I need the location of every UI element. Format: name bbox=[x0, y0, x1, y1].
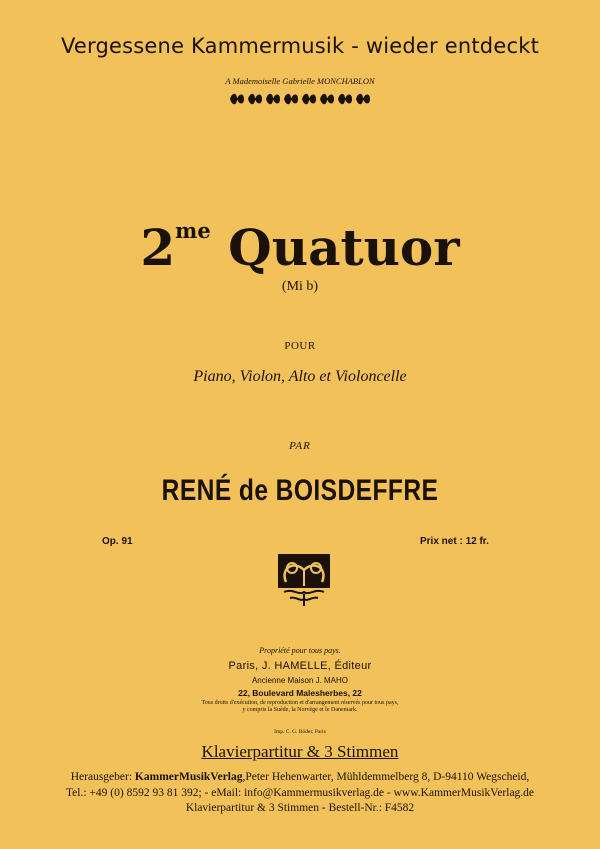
footer-line-1: Herausgeber: KammerMusikVerlag,Peter Hehenwarter, Mühldemmelberg 8, D-94110 Wegscheid, bbox=[70, 771, 530, 783]
publisher-line: Paris, J. HAMELLE, Éditeur bbox=[228, 660, 372, 672]
par-label: PAR bbox=[289, 440, 311, 452]
series-title: Vergessene Kammermusik - wieder entdeckt bbox=[60, 34, 540, 58]
publisher-address: 22, Boulevard Malesherbes, 22 bbox=[238, 688, 362, 698]
title-superscript: me bbox=[175, 218, 211, 243]
fleuron-icon bbox=[230, 94, 244, 105]
footer-line-2: Tel.: +49 (0) 8592 93 81 392; - eMail: info@Kammermusikverlag.de - www.KammerMusikVerlag.de bbox=[65, 786, 535, 799]
publisher-name: KammerMusikVerlag bbox=[134, 771, 243, 783]
pour-label: POUR bbox=[284, 340, 316, 352]
publisher-ornament-icon bbox=[272, 552, 336, 608]
title-word: Quatuor bbox=[228, 218, 460, 277]
rights-notice: Tous droits d'exécution, de reproduction et d'arrangement réservés pour tous pays, y compris la Suède, la Norvège et le Danemark. bbox=[201, 700, 399, 713]
price: Prix net : 12 fr. bbox=[420, 536, 489, 547]
footer-info bbox=[0, 770, 600, 817]
title-number: 2 bbox=[140, 218, 176, 277]
fleuron-ornament-row bbox=[228, 90, 378, 108]
instrumentation: Piano, Violon, Alto et Violoncelle bbox=[193, 368, 407, 385]
copyright-notice: Propriété pour tous pays. bbox=[259, 646, 341, 655]
opus-number: Op. 91 bbox=[102, 536, 133, 547]
key-signature: (Mi b) bbox=[281, 279, 319, 294]
printer-imprint: Imp. C. G. Röder, Paris bbox=[274, 729, 326, 735]
composer-name: RENÉ de BOISDEFFRE bbox=[161, 474, 439, 507]
edition-label: Klavierpartitur & 3 Stimmen bbox=[201, 742, 399, 761]
dedication: A Mademoiselle Gabrielle MONCHABLON bbox=[225, 76, 375, 86]
work-title bbox=[0, 196, 600, 283]
publisher-former-house: Ancienne Maison J. MAHO bbox=[251, 676, 349, 685]
footer-line-3: Klavierpartitur & 3 Stimmen - Bestell-Nr.: F4582 bbox=[185, 802, 415, 815]
